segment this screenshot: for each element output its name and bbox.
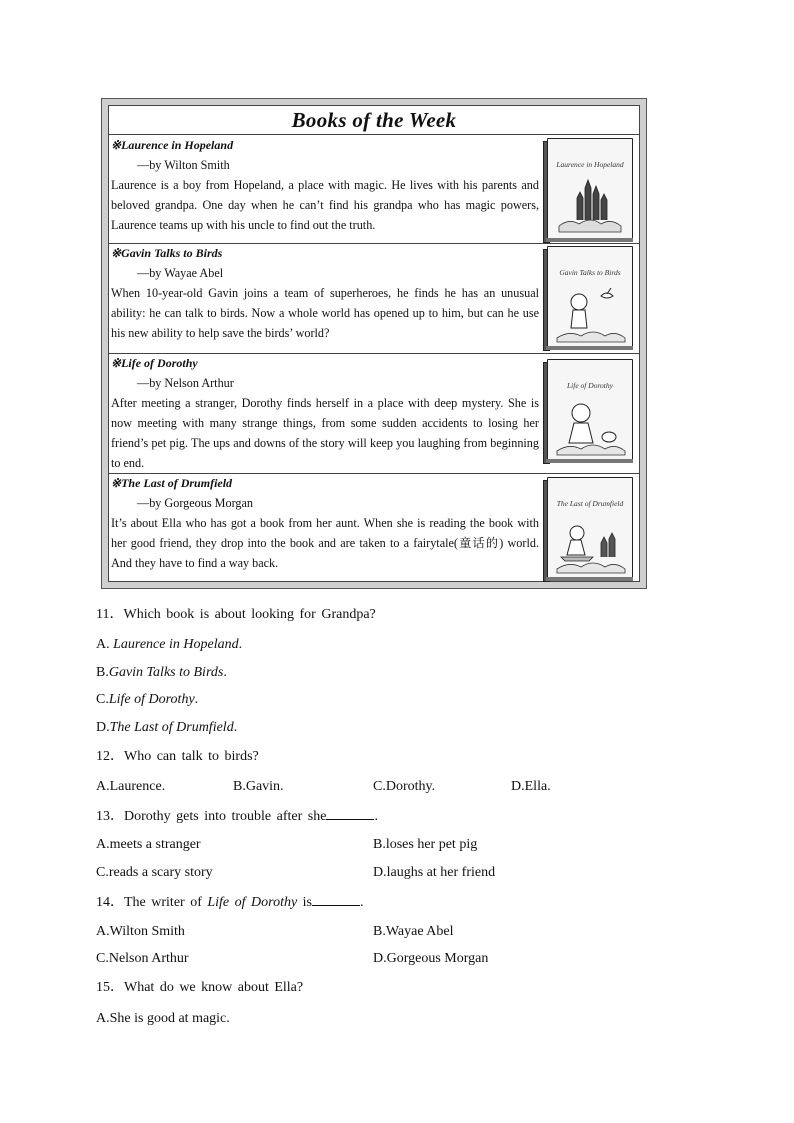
option-13-d[interactable]: D.laughs at her friend bbox=[373, 865, 496, 880]
books-of-the-week-panel bbox=[101, 98, 647, 589]
book-description: It’s about Ella who has got a book from her aunt. When she is reading the book with her good friend, they drop into the book and are taken to a fairytale(童话的) world. And they have to find a way back. bbox=[111, 516, 539, 570]
book-entry-1 bbox=[109, 135, 639, 244]
book-author: —by Wilton Smith bbox=[137, 158, 230, 172]
option-14-d[interactable]: D.Gorgeous Morgan bbox=[373, 951, 489, 966]
answer-blank[interactable] bbox=[312, 893, 360, 906]
cover-title: Laurence in Hopeland bbox=[556, 160, 624, 169]
book-entry-2 bbox=[109, 243, 639, 354]
option-13-a[interactable]: A.meets a stranger bbox=[96, 837, 201, 852]
option-12-c[interactable]: C.Dorothy. bbox=[373, 779, 436, 794]
book-title: ※Life of Dorothy bbox=[111, 356, 198, 370]
girl-and-pig-icon bbox=[549, 395, 629, 457]
option-11-c[interactable]: C.Life of Dorothy. bbox=[96, 692, 199, 707]
book-cover-illustration bbox=[543, 246, 635, 350]
book-text bbox=[111, 135, 539, 235]
option-12-d[interactable]: D.Ella. bbox=[511, 779, 551, 794]
book-title: ※The Last of Drumfield bbox=[111, 476, 233, 490]
book-author: —by Gorgeous Morgan bbox=[137, 496, 254, 510]
option-11-b[interactable]: B.Gavin Talks to Birds. bbox=[96, 665, 227, 680]
boy-and-bird-icon bbox=[549, 282, 629, 344]
book-text bbox=[111, 353, 539, 473]
option-12-b[interactable]: B.Gavin. bbox=[233, 779, 284, 794]
answer-blank[interactable] bbox=[326, 807, 374, 820]
question-15: 15．What do we know about Ella? bbox=[96, 980, 304, 995]
panel-title bbox=[109, 106, 639, 135]
book-text bbox=[111, 473, 539, 573]
book-description: After meeting a stranger, Dorothy finds herself in a place with deep mystery. She is now meeting with many strange things, from some sudden accidents to losing her friend’s pet pig. The ups and downs of the story will keep you laughing from beginning to end. bbox=[111, 396, 539, 470]
cover-title: Life of Dorothy bbox=[567, 381, 613, 390]
book-cover-illustration bbox=[543, 359, 635, 463]
book-description: When 10-year-old Gavin joins a team of superheroes, he finds he has an unusual ability: he can talk to birds. Now a whole world has opened up to him, but can he use his new ability to help save the birds’ world? bbox=[111, 286, 539, 340]
cover-title: Gavin Talks to Birds bbox=[559, 268, 621, 277]
book-title: ※Gavin Talks to Birds bbox=[111, 246, 223, 260]
book-author: —by Nelson Arthur bbox=[137, 376, 234, 390]
question-11: 11．Which book is about looking for Grandpa? bbox=[96, 607, 376, 622]
book-cover-illustration bbox=[543, 138, 635, 242]
option-14-c[interactable]: C.Nelson Arthur bbox=[96, 951, 189, 966]
option-13-b[interactable]: B.loses her pet pig bbox=[373, 837, 478, 852]
option-15-a[interactable]: A.She is good at magic. bbox=[96, 1011, 230, 1026]
question-13: 13．Dorothy gets into trouble after she . bbox=[96, 809, 378, 824]
book-title: ※Laurence in Hopeland bbox=[111, 138, 234, 152]
question-12: 12．Who can talk to birds? bbox=[96, 749, 259, 764]
panel-inner bbox=[108, 105, 640, 582]
option-11-a[interactable]: A. Laurence in Hopeland. bbox=[96, 637, 243, 652]
option-13-c[interactable]: C.reads a scary story bbox=[96, 865, 213, 880]
girl-on-carpet-icon bbox=[549, 513, 629, 575]
book-entry-3 bbox=[109, 353, 639, 474]
option-14-b[interactable]: B.Wayae Abel bbox=[373, 924, 454, 939]
book-entry-4 bbox=[109, 473, 639, 583]
option-14-a[interactable]: A.Wilton Smith bbox=[96, 924, 185, 939]
book-description: Laurence is a boy from Hopeland, a place with magic. He lives with his parents and beloved grandpa. One day when he can’t find his grandpa who has magic powers, Laurence teams up with his uncle to find out the truth. bbox=[111, 178, 539, 232]
book-cover-illustration bbox=[543, 477, 635, 581]
panel-title-text: Books of the Week bbox=[291, 108, 457, 132]
castle-icon bbox=[549, 174, 629, 234]
book-text bbox=[111, 243, 539, 343]
question-14: 14．The writer of Life of Dorothy is . bbox=[96, 895, 364, 910]
option-12-a[interactable]: A.Laurence. bbox=[96, 779, 166, 794]
cover-title: The Last of Drumfield bbox=[556, 499, 624, 508]
book-author: —by Wayae Abel bbox=[137, 266, 224, 280]
option-11-d[interactable]: D.The Last of Drumfield. bbox=[96, 720, 238, 735]
